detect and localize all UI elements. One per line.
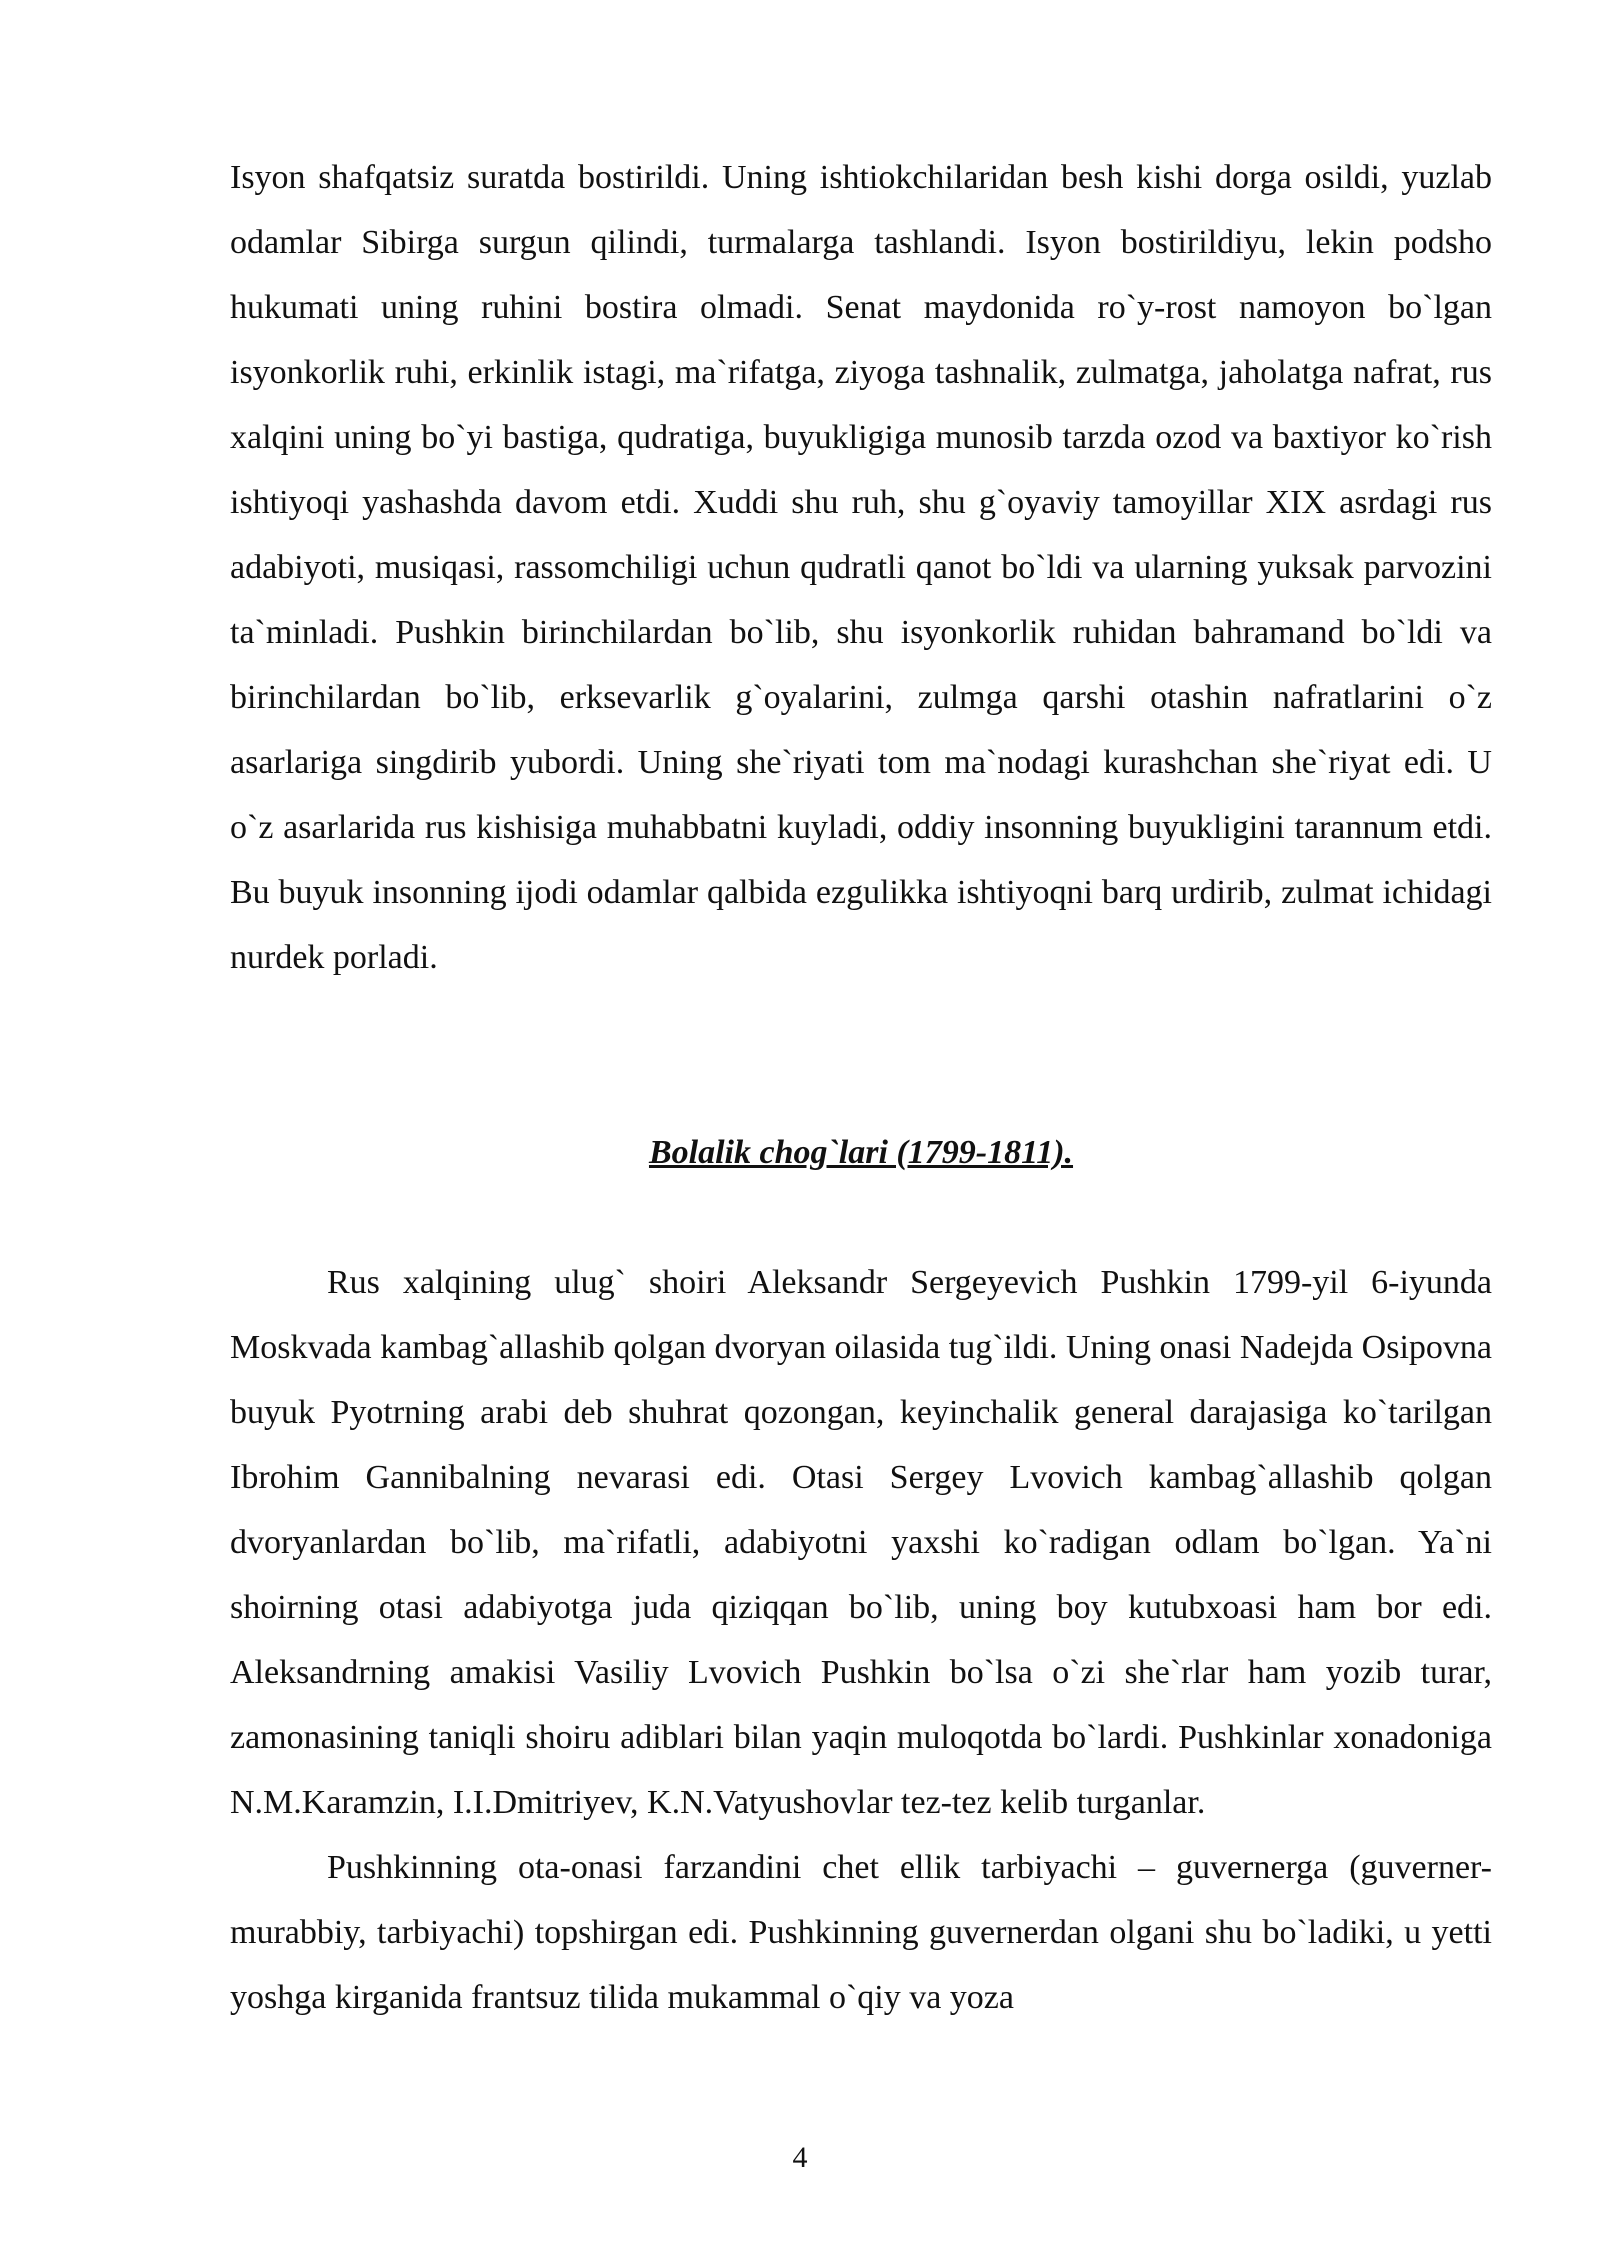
section-heading: Bolalik chog`lari (1799-1811). [648,1134,1074,1171]
section-text-block [230,1250,1492,2030]
section-paragraph: Rus xalqining ulug` shoiri Aleksandr Sergeyevich Pushkin 1799-yil 6-iyunda Moskvada kambag`allashib qolgan dvoryan oilasida tug`ildi. Uning onasi Nadejda Osipovna buyuk Pyotrning arabi deb shuhrat qozongan, keyinchalik general darajasiga ko`tarilgan Ibrohim Gannibalning nevarasi edi. Otasi Sergey Lvovich kambag`allashib qolgan dvoryanlardan bo`lib, ma`rifatli, adabiyotni yaxshi ko`radigan odlam bo`lgan. Ya`ni shoirning otasi adabiyotga juda qiziqqan bo`lib, uning boy kutubxoasi ham bor edi. Aleksandrning amakisi Vasiliy Lvovich Pushkin bo`lsa o`zi she`rlar ham yozib turar, zamonasining taniqli shoiru adiblari bilan yaqin muloqotda bo`lardi. Pushkinlar xonadoniga N.M.Karamzin, I.I.Dmitriyev, K.N.Vatyushovlar tez-tez kelib turganlar. [230,1264,1492,1821]
page-number: 4 [792,2141,808,2174]
intro-paragraph: Isyon shafqatsiz suratda bostirildi. Uning ishtiokchilaridan besh kishi dorga osildi, yuzlab odamlar Sibirga surgun qilindi, turmalarga tashlandi. Isyon bostirildiyu, lekin podsho hukumati uning ruhini bostira olmadi. Senat maydonida ro`y-rost namoyon bo`lgan isyonkorlik ruhi, erkinlik istagi, ma`rifatga, ziyoga tashnalik, zulmatga, jaholatga nafrat, rus xalqini uning bo`yi bastiga, qudratiga, buyukligiga munosib tarzda ozod va baxtiyor ko`rish ishtiyoqi yashashda davom etdi. Xuddi shu ruh, shu g`oyaviy tamoyillar XIX asrdagi rus adabiyoti, musiqasi, rassomchiligi uchun qudratli qanot bo`ldi va ularning yuksak parvozini ta`minladi. Pushkin birinchilardan bo`lib, shu isyonkorlik ruhidan bahramand bo`ldi va birinchilardan bo`lib, erksevarlik g`oyalarini, zulmga qarshi otashin nafratlarini o`z asarlariga singdirib yubordi. Uning she`riyati tom ma`nodagi kurashchan she`riyat edi. U o`z asarlarida rus kishisiga muhabbatni kuyladi, oddiy insonning buyukligini tarannum etdi. Bu buyuk insonning ijodi odamlar qalbida ezgulikka ishtiyoqni barq urdirib, zulmat ichidagi nurdek porladi. [230,159,1492,976]
intro-text-block [230,145,1492,990]
section-paragraph: Pushkinning ota-onasi farzandini chet ellik tarbiyachi – guvernerga (guverner-murabbiy, tarbiyachi) topshirgan edi. Pushkinning guvernerdan olgani shu bo`ladiki, u yetti yoshga kirganida frantsuz tilida mukammal o`qiy va yoza [230,1849,1492,2016]
